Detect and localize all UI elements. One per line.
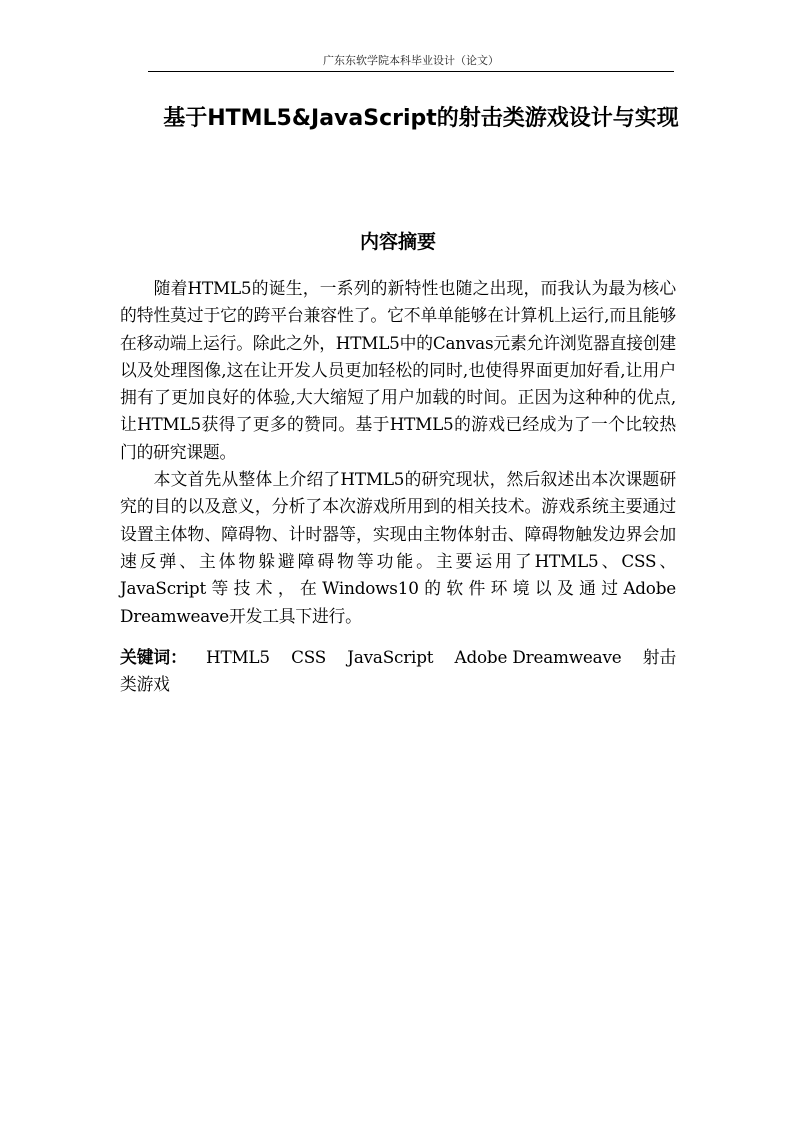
- keyword: CSS: [291, 647, 327, 667]
- abstract-paragraph: 随着HTML5的诞生，一系列的新特性也随之出现，而我认为最为核心的特性莫过于它的跨平台兼容性了。它不单单能够在计算机上运行,而且能够在移动端上运行。除此之外，HTML5中的Canvas元素允许浏览器直接创建以及处理图像,这在让开发人员更加轻松的同时,也使得界面更加好看,让用户拥有了更加良好的体验,大大缩短了用户加载的时间。正因为这种种的优点,让HTML5获得了更多的赞同。基于HTML5的游戏已经成为了一个比较热门的研究课题。: [120, 278, 676, 462]
- document-title: 基于HTML5&JavaScript的射击类游戏设计与实现: [163, 106, 679, 131]
- abstract-heading: 内容摘要: [359, 231, 436, 253]
- keyword: JavaScript: [347, 647, 434, 667]
- keyword: 射击类游戏: [120, 647, 676, 695]
- running-header: 广东东软学院本科毕业设计（论文）: [323, 54, 499, 67]
- keyword: HTML5: [206, 647, 270, 667]
- keywords-label: 关键词：: [120, 647, 187, 667]
- keywords-line: [120, 644, 676, 699]
- header-rule: [148, 71, 674, 72]
- abstract-paragraph: 本文首先从整体上介绍了HTML5的研究现状，然后叙述出本次课题研究的目的以及意义，分析了本次游戏所用到的相关技术。游戏系统主要通过设置主体物、障碍物、计时器等，实现由主物体射击、障碍物触发边界会加速反弹、主体物躲避障碍物等功能。主要运用了HTML5、CSS、JavaScript等技术，在Windows10的软件环境以及通过Adobe Dreamweave开发工具下进行。: [120, 469, 676, 626]
- keyword: Adobe Dreamweave: [454, 647, 622, 667]
- abstract-body: [120, 275, 676, 630]
